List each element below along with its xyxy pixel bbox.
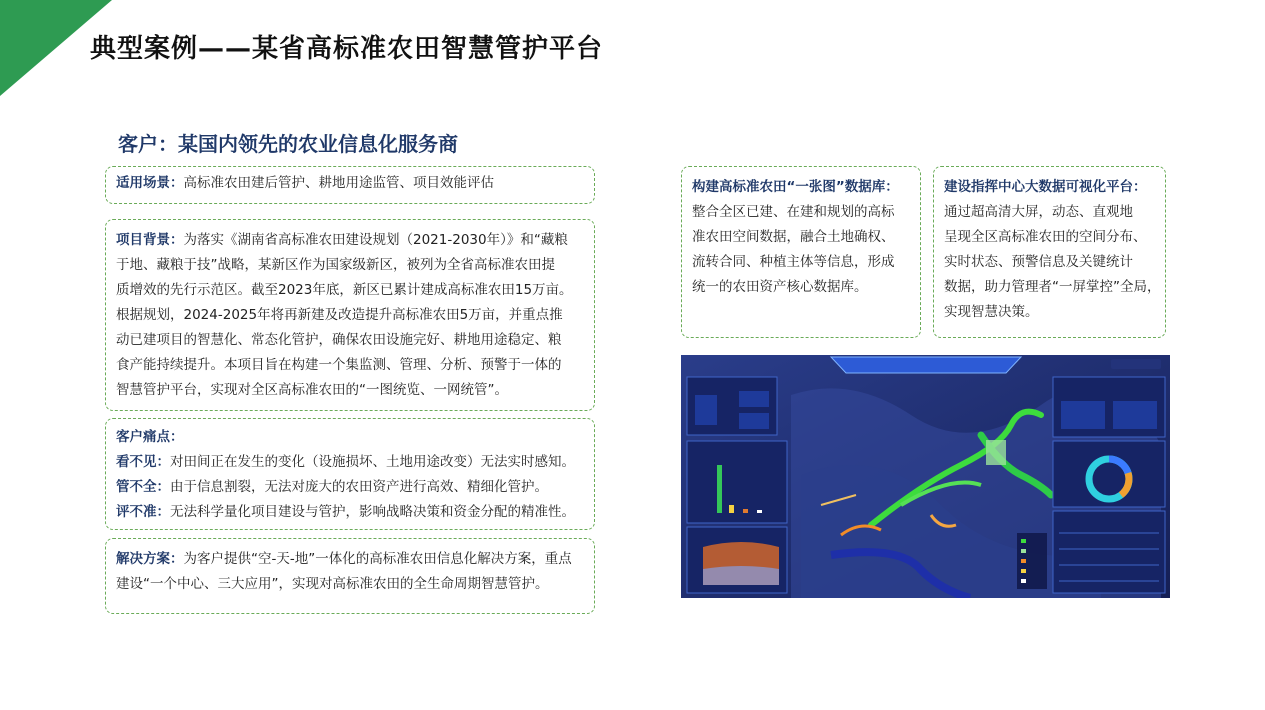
background-line: 智慧管护平台，实现对全区高标准农田的“一图统览、一网统管”。 [116,382,508,398]
solution-label: 解决方案： [116,551,184,567]
background-label: 项目背景： [116,232,184,248]
center-line: 实现智慧决策。 [944,304,1039,320]
center-box [933,166,1166,338]
legend-swatch [1021,569,1026,573]
left-panel-middle [687,441,787,523]
center-line: 实时状态、预警信息及关键统计 [944,254,1133,270]
map-db-box [681,166,921,338]
map-db-line: 整合全区已建、在建和规划的高标 [692,204,895,220]
pain-key: 管不全： [116,479,170,495]
background-line: 于地、藏粮于技”战略，某新区作为国家级新区，被列为全省高标准农田提 [116,257,555,273]
pain-text: 无法科学量化项目建设与管护，影响战略决策和资金分配的精准性。 [170,504,575,520]
pain-key: 看不见： [116,454,170,470]
dashboard-illustration [681,355,1170,598]
background-line: 食产能持续提升。本项目旨在构建一个集监测、管理、分析、预警于一体的 [116,357,562,373]
scenario-label: 适用场景： [116,175,184,191]
page-subtitle: 客户：某国内领先的农业信息化服务商 [118,132,458,156]
background-box [105,219,595,411]
background-line: 为落实《湖南省高标准农田建设规划（2021-2030年）》和“藏粮 [183,232,568,248]
stat-card [1061,401,1105,429]
legend-swatch [1021,539,1026,543]
background-line: 动已建项目的智慧化、常态化管护，确保农田设施完好、耕地用途稳定、粮 [116,332,562,348]
dashboard-screenshot [681,355,1170,598]
map-db-line: 准农田空间数据，融合土地确权、 [692,229,895,245]
map-db-line: 统一的农田资产核心数据库。 [692,279,868,295]
stat-card [739,391,769,407]
map-db-line: 流转合同、种植主体等信息，形成 [692,254,895,270]
legend-swatch [1021,549,1026,553]
map-db-label: 构建高标准农田“一张图”数据库： [692,179,899,195]
pain-key: 评不准： [116,504,170,520]
stat-card [1113,401,1157,429]
bar-mark [757,510,762,513]
area-mark [703,566,779,585]
bar-mark [729,505,734,513]
stat-card [695,395,717,425]
bar-mark [743,509,748,513]
scenario-text: 高标准农田建后管护、耕地用途监管、项目效能评估 [183,175,494,191]
scenario-box [105,166,595,204]
center-line: 呈现全区高标准农田的空间分布、 [944,229,1147,245]
solution-line: 建设“一个中心、三大应用”，实现对高标准农田的全生命周期智慧管护。 [116,576,549,592]
legend-swatch [1021,559,1026,563]
center-line: 数据，助力管理者“一屏掌控”全局， [944,279,1161,295]
bar-mark [717,465,722,513]
center-line: 通过超高清大屏，动态、直观地 [944,204,1133,220]
pain-text: 对田间正在发生的变化（设施损坏、土地用途改变）无法实时感知。 [170,454,575,470]
farmland-shape [986,440,1006,465]
dashboard-header-bar [831,357,1021,373]
legend-swatch [1021,579,1026,583]
background-line: 质增效的先行示范区。截至2023年底，新区已累计建成高标准农田15万亩。 [116,282,573,298]
header-toggle [1111,359,1161,369]
center-label: 建设指挥中心大数据可视化平台： [944,179,1147,195]
pain-text: 由于信息割裂，无法对庞大的农田资产进行高效、精细化管护。 [170,479,548,495]
solution-line: 为客户提供“空-天-地”一体化的高标准农田信息化解决方案，重点 [183,551,572,567]
pain-label: 客户痛点： [116,429,184,445]
stat-card [739,413,769,429]
solution-box [105,538,595,614]
pain-box [105,418,595,530]
background-line: 根据规划，2024-2025年将再新建及改造提升高标准农田5万亩，并重点推 [116,307,563,323]
page-title: 典型案例——某省高标准农田智慧管护平台 [90,34,604,64]
